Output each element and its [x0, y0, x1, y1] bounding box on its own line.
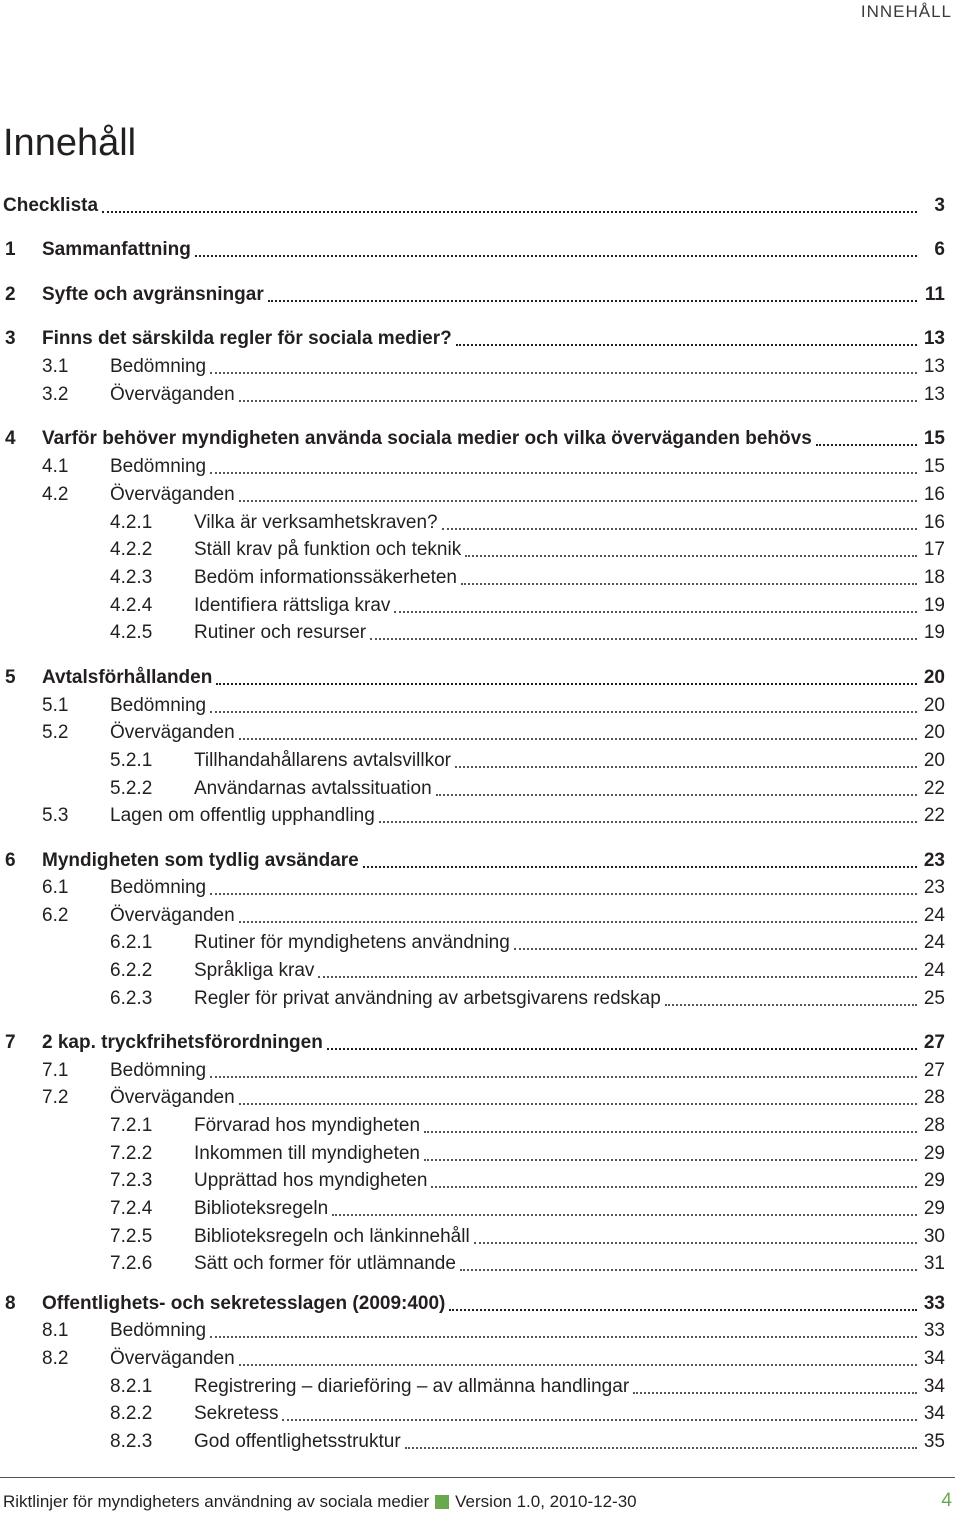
toc-entry-number: 3 [5, 328, 16, 349]
toc-entry-title: Offentlighets- och sekretesslagen (2009:400) [42, 1293, 446, 1314]
toc-entry-title: Varför behöver myndigheten använda sociala medier och vilka överväganden behövs [42, 428, 812, 449]
toc-entry[interactable] [0, 1085, 945, 1111]
toc-entry-page: 28 [923, 1115, 945, 1136]
toc-entry[interactable] [0, 510, 945, 536]
toc-dot-leader [268, 300, 917, 302]
toc-entry[interactable] [0, 748, 945, 774]
toc-entry[interactable] [0, 593, 945, 619]
toc-entry-title: Biblioteksregeln [194, 1198, 329, 1219]
toc-entry-title: Bedöm informationssäkerheten [194, 567, 457, 588]
footer-square-icon [435, 1495, 449, 1509]
toc-entry-number: 4 [5, 428, 16, 449]
toc-entry-number: 4.2.3 [110, 567, 153, 588]
toc-entry-page: 16 [923, 484, 945, 505]
toc-dot-leader [442, 528, 917, 530]
toc-dot-leader [665, 1004, 917, 1006]
toc-entry-title: Bedömning [110, 695, 207, 716]
toc-entry[interactable] [0, 1058, 945, 1084]
toc-entry-page: 19 [923, 595, 945, 616]
toc-entry-number: 7.2.2 [110, 1143, 153, 1164]
toc-entry-page: 29 [923, 1143, 945, 1164]
toc-entry-page: 34 [923, 1403, 945, 1424]
toc-dot-leader [210, 1076, 917, 1078]
toc-entry[interactable] [0, 1196, 945, 1222]
toc-entry-title: Finns det särskilda regler för sociala medier? [42, 328, 452, 349]
toc-entry[interactable] [0, 1346, 945, 1372]
toc-entry[interactable] [0, 1113, 945, 1139]
footer-page-number: 4 [941, 1490, 952, 1511]
toc-entry-page: 33 [923, 1320, 945, 1341]
toc-entry-number: 8.2.2 [110, 1403, 153, 1424]
toc-entry-page: 13 [923, 328, 945, 349]
toc-entry-page: 11 [924, 284, 945, 305]
toc-entry-page: 33 [923, 1293, 945, 1314]
toc-entry-title: Registrering – diarieföring – av allmänna handlingar [194, 1376, 630, 1397]
toc-entry-page: 20 [923, 750, 945, 771]
toc-entry-title: Överväganden [110, 384, 235, 405]
toc-entry[interactable] [0, 958, 945, 984]
toc-entry-title: Vilka är verksamhetskraven? [194, 512, 438, 533]
toc-dot-leader [379, 821, 917, 823]
toc-entry[interactable] [0, 426, 945, 452]
toc-entry-title: Tillhandahållarens avtalsvillkor [194, 750, 451, 771]
toc-entry-number: 6.2 [42, 905, 69, 926]
toc-entry-number: 6 [5, 850, 16, 871]
toc-entry-number: 6.2.3 [110, 988, 153, 1009]
toc-entry-number: 7.2 [42, 1087, 69, 1108]
toc-entry-title: Checklista [3, 195, 99, 216]
toc-entry-number: 8 [5, 1293, 16, 1314]
toc-entry[interactable] [0, 903, 945, 929]
toc-dot-leader [449, 1309, 917, 1311]
toc-dot-leader [514, 948, 917, 950]
page-title: Innehåll [3, 122, 137, 164]
toc-entry[interactable] [0, 930, 945, 956]
toc-entry-page: 30 [923, 1226, 945, 1247]
toc-entry-page: 6 [934, 239, 945, 260]
toc-entry[interactable] [0, 875, 945, 901]
toc-entry-title: Rutiner och resurser [194, 622, 367, 643]
toc-entry[interactable] [0, 1168, 945, 1194]
toc-entry-title: God offentlighetsstruktur [194, 1431, 401, 1452]
toc-dot-leader [239, 400, 917, 402]
toc-entry-number: 7.2.3 [110, 1170, 153, 1191]
toc-entry[interactable] [0, 720, 945, 746]
toc-entry-number: 5.1 [42, 695, 69, 716]
toc-dot-leader [332, 1214, 917, 1216]
toc-entry-number: 5.2 [42, 722, 69, 743]
toc-entry-number: 8.2 [42, 1348, 69, 1369]
toc-entry-page: 24 [923, 960, 945, 981]
toc-entry[interactable] [0, 1251, 945, 1277]
toc-dot-leader [465, 555, 917, 557]
toc-entry-title: Bedömning [110, 877, 207, 898]
toc-entry-page: 15 [923, 428, 945, 449]
toc-entry-page: 20 [923, 695, 945, 716]
toc-entry-title: Upprättad hos myndigheten [194, 1170, 428, 1191]
toc-entry-page: 19 [923, 622, 945, 643]
toc-entry-title: Sekretess [194, 1403, 279, 1424]
toc-entry-page: 22 [923, 805, 945, 826]
toc-entry[interactable] [0, 1224, 945, 1250]
toc-entry-title: Bedömning [110, 1060, 207, 1081]
toc-entry-number: 3.1 [42, 356, 69, 377]
toc-entry[interactable] [0, 537, 945, 563]
toc-dot-leader [431, 1186, 917, 1188]
toc-dot-leader [424, 1159, 917, 1161]
toc-dot-leader [455, 766, 917, 768]
toc-entry-number: 5.2.2 [110, 778, 153, 799]
toc-entry-page: 29 [923, 1170, 945, 1191]
toc-entry-title: Användarnas avtalssituation [194, 778, 432, 799]
footer-version: Version 1.0, 2010-12-30 [455, 1492, 637, 1511]
toc-dot-leader [210, 372, 917, 374]
toc-dot-leader [239, 500, 917, 502]
toc-dot-leader [210, 1336, 917, 1338]
toc-dot-leader [370, 638, 917, 640]
toc-entry[interactable] [0, 620, 945, 646]
toc-entry-title: Sammanfattning [42, 239, 191, 260]
toc-entry-page: 13 [923, 384, 945, 405]
toc-entry[interactable] [0, 848, 945, 874]
toc-entry-number: 4.1 [42, 456, 69, 477]
toc-entry-title: Överväganden [110, 905, 235, 926]
toc-entry[interactable] [0, 1141, 945, 1167]
toc-entry[interactable] [0, 665, 945, 691]
toc-entry-number: 3.2 [42, 384, 69, 405]
toc-entry-number: 8.2.1 [110, 1376, 153, 1397]
footer-document-title: Riktlinjer för myndigheters användning av sociala medier [3, 1492, 430, 1511]
toc-entry-number: 6.1 [42, 877, 69, 898]
toc-entry-title: Identifiera rättsliga krav [194, 595, 391, 616]
toc-dot-leader [239, 1103, 917, 1105]
toc-entry-title: 2 kap. tryckfrihetsförordningen [42, 1032, 323, 1053]
toc-entry-page: 16 [923, 512, 945, 533]
toc-entry[interactable] [0, 193, 945, 219]
footer-divider [0, 1477, 955, 1478]
toc-entry[interactable] [0, 1374, 945, 1400]
toc-dot-leader [633, 1392, 917, 1394]
toc-dot-leader [195, 255, 917, 257]
toc-entry-number: 6.2.2 [110, 960, 153, 981]
toc-dot-leader [461, 583, 917, 585]
toc-entry-title: Myndigheten som tydlig avsändare [42, 850, 359, 871]
toc-entry-title: Sätt och former för utlämnande [194, 1253, 456, 1274]
toc-dot-leader [239, 738, 917, 740]
toc-entry[interactable] [0, 986, 945, 1012]
toc-entry[interactable] [0, 1429, 945, 1455]
toc-entry-page: 27 [923, 1032, 945, 1053]
toc-entry-page: 27 [923, 1060, 945, 1081]
toc-dot-leader [405, 1447, 917, 1449]
toc-entry-title: Språkliga krav [194, 960, 315, 981]
toc-dot-leader [239, 1364, 917, 1366]
toc-entry-page: 15 [923, 456, 945, 477]
toc-entry-page: 22 [923, 778, 945, 799]
toc-entry-title: Överväganden [110, 1087, 235, 1108]
toc-entry[interactable] [0, 803, 945, 829]
toc-entry-page: 20 [923, 667, 945, 688]
toc-dot-leader [816, 444, 917, 446]
toc-dot-leader [318, 976, 917, 978]
toc-dot-leader [394, 611, 917, 613]
toc-entry[interactable] [0, 693, 945, 719]
toc-entry-page: 28 [923, 1087, 945, 1108]
toc-entry-title: Rutiner för myndighetens användning [194, 932, 510, 953]
page-footer [3, 1490, 955, 1514]
toc-entry-title: Regler för privat användning av arbetsgivarens redskap [194, 988, 661, 1009]
toc-entry-number: 4.2.1 [110, 512, 153, 533]
toc-entry[interactable] [0, 382, 945, 408]
toc-entry[interactable] [0, 776, 945, 802]
toc-entry-title: Inkommen till myndigheten [194, 1143, 420, 1164]
toc-entry-number: 8.1 [42, 1320, 69, 1341]
toc-entry-page: 34 [923, 1376, 945, 1397]
toc-entry-number: 8.2.3 [110, 1431, 153, 1452]
toc-dot-leader [210, 893, 917, 895]
toc-entry-title: Lagen om offentlig upphandling [110, 805, 375, 826]
running-header: INNEHÅLL [860, 2, 952, 21]
toc-entry-number: 7.2.4 [110, 1198, 153, 1219]
toc-entry-title: Överväganden [110, 722, 235, 743]
toc-entry-page: 17 [923, 539, 945, 560]
toc-entry-page: 20 [923, 722, 945, 743]
toc-entry-title: Avtalsförhållanden [42, 667, 213, 688]
toc-dot-leader [363, 866, 917, 868]
toc-entry-page: 23 [923, 850, 945, 871]
toc-entry-number: 1 [5, 239, 16, 260]
toc-entry[interactable] [0, 1291, 945, 1317]
toc-entry-title: Ställ krav på funktion och teknik [194, 539, 462, 560]
toc-dot-leader [282, 1419, 917, 1421]
toc-entry-title: Förvarad hos myndigheten [194, 1115, 421, 1136]
toc-dot-leader [327, 1048, 917, 1050]
toc-entry-page: 25 [923, 988, 945, 1009]
toc-entry[interactable] [0, 482, 945, 508]
toc-entry-number: 7.1 [42, 1060, 69, 1081]
toc-entry[interactable] [0, 1030, 945, 1056]
toc-entry-number: 7.2.5 [110, 1226, 153, 1247]
toc-entry[interactable] [0, 237, 945, 263]
toc-entry-page: 13 [923, 356, 945, 377]
toc-entry-title: Biblioteksregeln och länkinnehåll [194, 1226, 470, 1247]
toc-entry-page: 35 [923, 1431, 945, 1452]
toc-dot-leader [456, 344, 917, 346]
toc-dot-leader [216, 683, 917, 685]
toc-entry-number: 7.2.6 [110, 1253, 153, 1274]
toc-entry[interactable] [0, 282, 945, 308]
toc-dot-leader [460, 1269, 917, 1271]
toc-entry-number: 4.2.2 [110, 539, 153, 560]
toc-entry-page: 18 [923, 567, 945, 588]
toc-entry-number: 5.3 [42, 805, 69, 826]
toc-dot-leader [210, 472, 917, 474]
toc-entry-number: 4.2.4 [110, 595, 153, 616]
toc-entry-number: 7 [5, 1032, 16, 1053]
toc-entry-number: 4.2.5 [110, 622, 153, 643]
toc-entry-page: 3 [934, 195, 945, 216]
toc-dot-leader [210, 711, 917, 713]
toc-entry-number: 5.2.1 [110, 750, 153, 771]
toc-entry-number: 5 [5, 667, 16, 688]
toc-entry-page: 24 [923, 932, 945, 953]
toc-entry[interactable] [0, 1318, 945, 1344]
toc-entry-title: Överväganden [110, 484, 235, 505]
toc-entry-number: 4.2 [42, 484, 69, 505]
toc-entry-page: 34 [923, 1348, 945, 1369]
toc-dot-leader [102, 211, 917, 213]
toc-entry-number: 2 [5, 284, 16, 305]
toc-dot-leader [424, 1131, 917, 1133]
toc-dot-leader [474, 1242, 917, 1244]
toc-entry-title: Syfte och avgränsningar [42, 284, 264, 305]
toc-entry[interactable] [0, 326, 945, 352]
toc-entry-page: 31 [923, 1253, 945, 1274]
toc-entry-page: 23 [923, 877, 945, 898]
toc-entry-title: Överväganden [110, 1348, 235, 1369]
toc-entry-number: 7.2.1 [110, 1115, 153, 1136]
toc-entry[interactable] [0, 354, 945, 380]
toc-entry-title: Bedömning [110, 356, 207, 377]
toc-entry[interactable] [0, 454, 945, 480]
toc-entry-title: Bedömning [110, 456, 207, 477]
toc-entry[interactable] [0, 1401, 945, 1427]
toc-entry-page: 24 [923, 905, 945, 926]
toc-entry[interactable] [0, 565, 945, 591]
toc-entry-number: 6.2.1 [110, 932, 153, 953]
toc-entry-title: Bedömning [110, 1320, 207, 1341]
toc-entry-page: 29 [923, 1198, 945, 1219]
toc-dot-leader [239, 921, 917, 923]
toc-dot-leader [436, 794, 917, 796]
